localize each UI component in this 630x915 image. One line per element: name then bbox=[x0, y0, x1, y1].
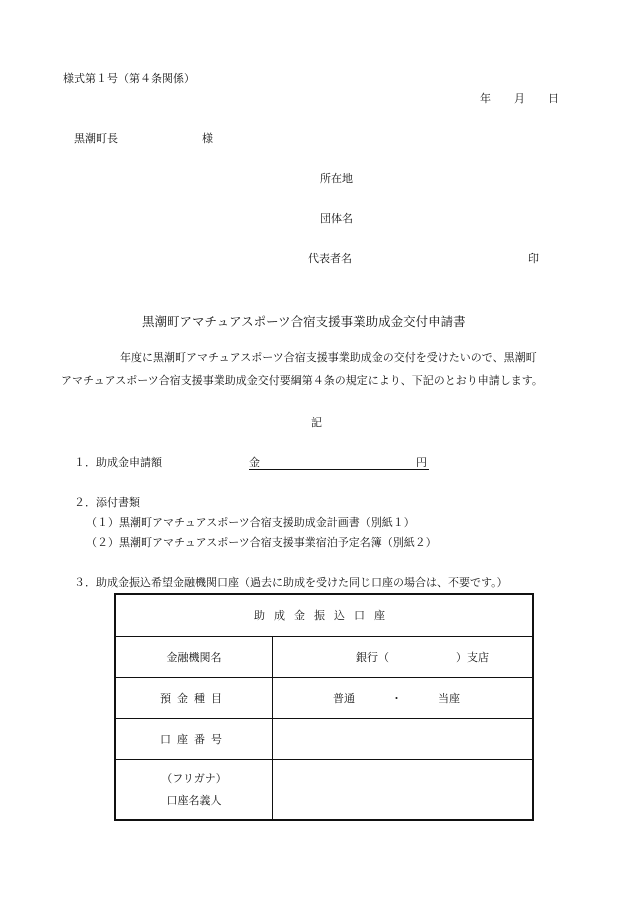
seal-mark: 印 bbox=[528, 252, 539, 265]
holder-value[interactable] bbox=[273, 759, 534, 820]
item1-label: １．助成金申請額 bbox=[74, 456, 162, 469]
institution-label: 金融機関名 bbox=[115, 636, 273, 677]
account-number-label: 口座番号 bbox=[115, 718, 273, 759]
table-row bbox=[115, 718, 533, 759]
body-line-2: アマチュアスポーツ合宿支援事業助成金交付要綱第４条の規定により、下記のとおり申請します。 bbox=[61, 374, 543, 387]
amount-kin: 金 bbox=[249, 456, 260, 469]
deposit-separator: ・ bbox=[391, 691, 402, 705]
date-year: 年 bbox=[480, 92, 491, 105]
bank-text: 銀行（ bbox=[356, 650, 389, 664]
attached-doc-1: （１）黒潮町アマチュアスポーツ合宿支援助成金計画書（別紙１） bbox=[86, 516, 415, 529]
table-row bbox=[115, 594, 533, 636]
bank-account-table bbox=[114, 593, 534, 821]
item2-label: ２．添付書類 bbox=[74, 496, 140, 509]
institution-value[interactable] bbox=[273, 636, 534, 677]
account-number-value[interactable] bbox=[273, 718, 534, 759]
representative-label: 代表者名 bbox=[308, 252, 352, 265]
bank-table-header: 助成金振込口座 bbox=[115, 594, 533, 636]
table-row bbox=[115, 636, 533, 677]
location-label: 所在地 bbox=[320, 172, 353, 185]
addressee-honorific: 様 bbox=[202, 132, 213, 145]
organization-label: 団体名 bbox=[320, 212, 353, 225]
holder-furigana: （フリガナ） bbox=[161, 772, 227, 786]
form-number: 様式第１号（第４条関係） bbox=[63, 72, 195, 85]
holder-label-cell bbox=[115, 759, 273, 820]
amount-yen: 円 bbox=[416, 456, 427, 469]
table-row bbox=[115, 677, 533, 718]
body-line-1: 年度に黒潮町アマチュアスポーツ合宿支援事業助成金の交付を受けたいので、黒潮町 bbox=[120, 351, 537, 364]
holder-label: 口座名義人 bbox=[166, 794, 222, 808]
document-title: 黒潮町アマチュアスポーツ合宿支援事業助成金交付申請書 bbox=[142, 314, 466, 329]
amount-field bbox=[249, 456, 429, 470]
deposit-type-value[interactable] bbox=[273, 677, 534, 718]
item3-label: ３．助成金振込希望金融機関口座（過去に助成を受けた同じ口座の場合は、不要です。） bbox=[74, 576, 508, 589]
attached-doc-2: （２）黒潮町アマチュアスポーツ合宿支援事業宿泊予定名簿（別紙２） bbox=[86, 536, 437, 549]
date-month: 月 bbox=[514, 92, 525, 105]
date-day: 日 bbox=[548, 92, 559, 105]
branch-text: ）支店 bbox=[456, 650, 489, 664]
deposit-opt-current[interactable]: 当座 bbox=[438, 691, 460, 705]
deposit-type-label: 預金種目 bbox=[115, 677, 273, 718]
deposit-opt-ordinary[interactable]: 普通 bbox=[333, 691, 355, 705]
table-row bbox=[115, 759, 533, 820]
addressee-name: 黒潮町長 bbox=[74, 132, 118, 145]
ki-mark: 記 bbox=[311, 416, 322, 429]
